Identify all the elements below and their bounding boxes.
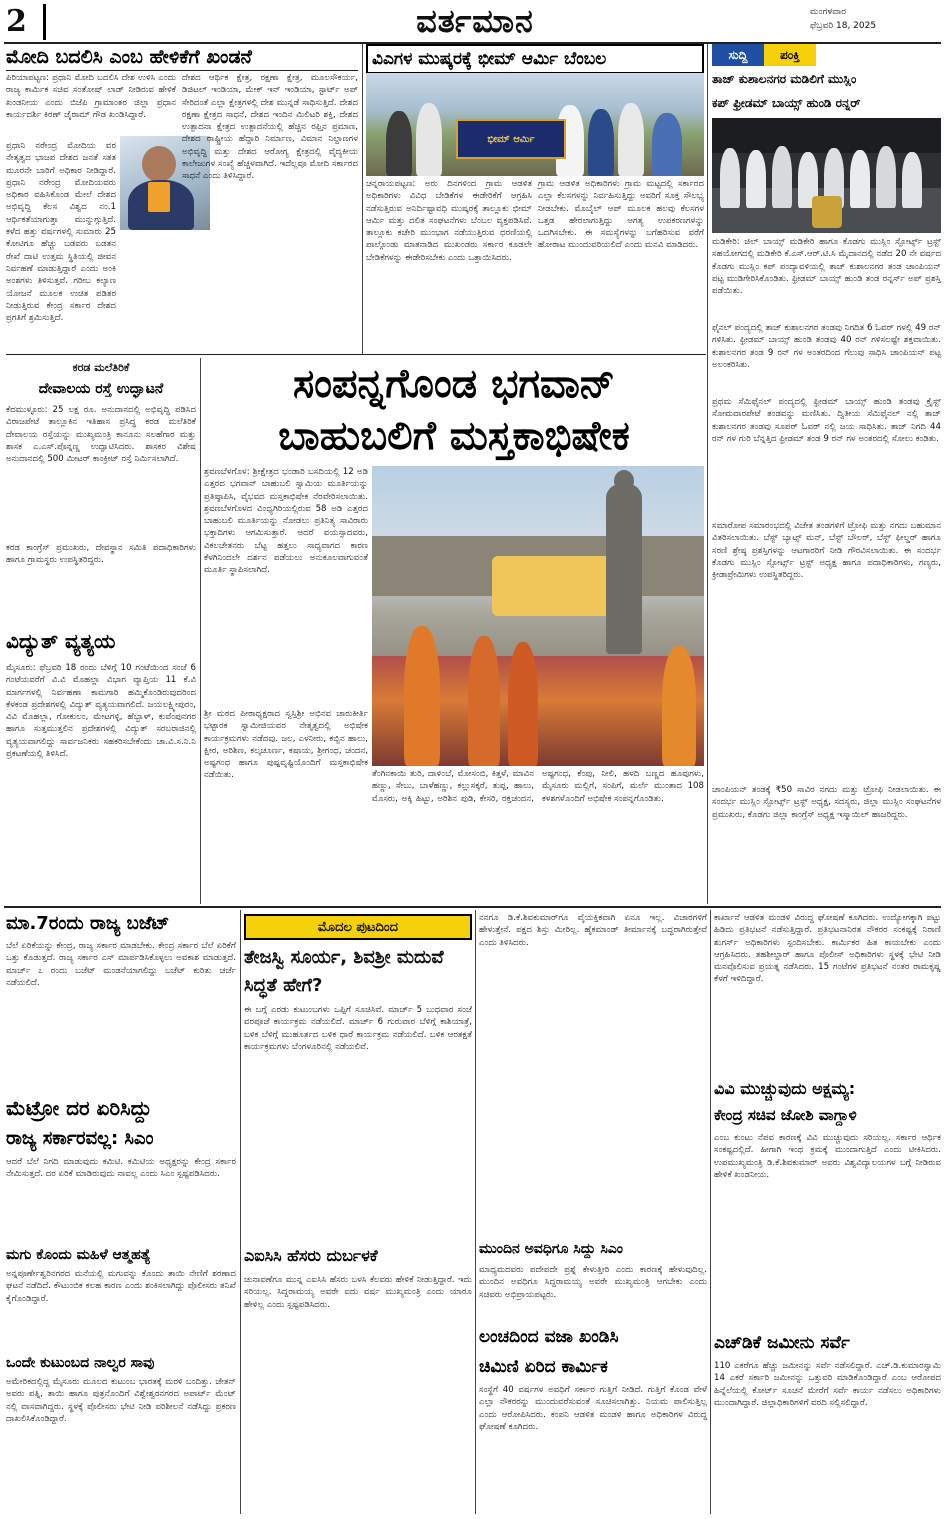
suddi-label: ಸುದ್ದಿ [712, 44, 764, 66]
middle-section-rule [4, 906, 941, 908]
bottom4-headline: ವಿವಿ ಮುಚ್ಚುವುದು ಅಕ್ಷಮ್ಯ: [714, 1079, 856, 1098]
col3-headline-line1: ತಾಜ್ ಕುಶಾಲನಗರ ಮಡಿಲಿಗೆ ಮುಸ್ಲಿಂ [712, 72, 857, 86]
col1-lead-divider [200, 358, 201, 904]
bahubali-photo [372, 466, 704, 766]
bottom1-headline2: ಮೆಟ್ರೋ ದರ ಏರಿಸಿದ್ದು [6, 1096, 152, 1120]
col1-top-para1: ಪಿರಿಯಾಪಟ್ಟಣ: ಪ್ರಧಾನಿ ಮೋದಿ ಬದಲಿಸಿ ದೇಶ ಉಳಿಸಿ ಎಂದು ರಾಜ್ಯ ಕಾರ್ಮಿಕ ಸಚಿವ ಸಂತೋಷ್ ಲಾಡ್ ನೀಡಿರುವ ಹೇಳಿಕೆ ಖಂಡನೀಯ ಎಂದು ಬಿಜೆಪಿ ಗ್ರಾಮಾಂತರ ಜಿಲ್ಲಾ ಪ್ರಧಾನ ಕಾರ್ಯದರ್ಶಿ ಕಿರಣ್ ಜೈರಾಮ್ ಗೌಡ ಖಂಡಿಸಿದ್ದಾರೆ. [6, 73, 176, 120]
col1-mid-para3: ಮೈಸೂರು: ಫೆಬ್ರವರಿ 18 ರಂದು ಬೆಳಿಗ್ಗೆ 10 ಗಂಟೆಯಿಂದ ಸಂಜೆ 6 ಗಂಟೆಯವರೆಗೆ ವಿ.ವಿ ಮೊಹಲ್ಲಾ ವಿಭಾಗ ವ್ಯಾಪ್ತಿಯ 11 ಕೆ.ವಿ ಮಾರ್ಗಗಳಲ್ಲಿ ನಿರ್ವಹಣಾ ಕಾಮಗಾರಿ ಹಮ್ಮಿಕೊಂಡಿರುವುದರಿಂದ ಕೆಳಕಂಡ ಪ್ರದೇಶಗಳಲ್ಲಿ ವಿದ್ಯುತ್ ವ್ಯತ್ಯಯವಾಗಲಿದೆ. ಜಯಲಕ್ಷ್ಮೀಪುರಂ, ವಿವಿ ಮೊಹಲ್ಲಾ, ಗೋಕುಲಂ, ಮೇಟಗಳ್ಳಿ, ಹೆಬ್ಬಾಳ್, ಕುವೆಂಪುನಗರ ಹಾಗೂ ಸುತ್ತಮುತ್ತಲಿನ ಪ್ರದೇಶಗಳಲ್ಲಿ ವಿದ್ಯುತ್ ಸರಬರಾಜಿನಲ್ಲಿ ವ್ಯತ್ಯಯವಾಗಲಿದ್ದು ಸಾರ್ವಜನಿಕರು ಸಹಕರಿಸಬೇಕೆಂದು ಚಾ.ವಿ.ಸ.ನಿ.ನಿ ಪ್ರಕಟಣೆಯಲ್ಲಿ ತಿಳಿಸಿದೆ. [6, 663, 196, 760]
front-page-label: ಮೊದಲ ಪುಟದಿಂದ [244, 914, 472, 940]
col1-mid-para2: ಕರಡ ಕಾಂಗ್ರೆಸ್ ಪ್ರಮುಖರು, ದೇವಸ್ಥಾನ ಸಮಿತಿ ಪದಾಧಿಕಾರಿಗಳು ಹಾಗೂ ಗ್ರಾಮಸ್ಥರು ಉಪಸ್ಥಿತರಿದ್ದರು. [6, 543, 196, 566]
bottom-col2-divider [475, 910, 476, 1514]
bottom2-headline2: ಎಐಸಿಸಿ ಹೆಸರು ದುರ್ಬಳಕೆ [244, 1246, 378, 1265]
lead-headline-line2: ಬಾಹುಬಲಿಗೆ ಮಸ್ತಕಾಭಿಷೇಕ [278, 413, 630, 459]
col1-top-para2: ಪ್ರಧಾನಿ ನರೇಂದ್ರ ಮೋದಿಯ ವರ ನೇತೃತ್ವದ ಭಾಜಪ ದೇಶದ ಜನತೆ ಸತತ ಮೂರನೇ ಬಾರಿಗೆ ಅಧಿಕಾರ ನೀಡಿದ್ದಾರೆ. ಪ್ರಧಾನಿ ನರೇಂದ್ರ ಮೋದಿಯವರು ಅಧಿಕಾರ ವಹಿಸಿಕೊಂಡ ಮೇಲೆ ದೇಶದ ಅಭಿವೃದ್ಧಿ ಕೆಲಸ ವಿಶ್ವದ ನಂ.1 ಆರ್ಥಿಕತೆಯಾಗುತ್ತಾ ಮುನ್ನುಗ್ಗುತ್ತಿದೆ. ಕಳೆದ ಹತ್ತು ವರ್ಷಗಳಲ್ಲಿ ಸುಮಾರು 25 ಕೋಟಿಗೂ ಹೆಚ್ಚು ಬಡವರು ಬಡತನ ರೇಖೆ ದಾಟಿ ಉತ್ತಮ ಸ್ಥಿತಿಯಲ್ಲಿ ಜೀವನ ನಿರ್ವಹಣೆ ಮಾಡುತ್ತಿದ್ದಾರೆ ಎಂದು ಅಂಕಿ ಅಂಶಗಳು ತಿಳಿಸುತ್ತವೆ. ಗರೀಬ ಕಲ್ಯಾಣ ಯೋಜನೆ ಮೂಲಕ ಉಚಿತ ಪಡಿತರ ನೀಡುತ್ತಿರುವ ಕೇಂದ್ರ ಸರ್ಕಾರ ದೇಶದ ಪ್ರಗತಿಗೆ ಶ್ರಮಿಸುತ್ತಿದೆ. [6, 141, 116, 324]
col1-top-para3: ದೇಶದ ಆರ್ಥಿಕ ಕ್ಷೇತ್ರ, ರಕ್ಷಣಾ ಕ್ಷೇತ್ರ, ಮೂಲಸೌಕರ್ಯ, ಡಿಜಿಟಲ್ ಇಂಡಿಯಾ, ಮೇಕ್ ಇನ್ ಇಂಡಿಯಾ, ಸ್ಟಾರ್ಟ್ ಅಪ್ ಸೇರಿದಂತೆ ಎಲ್ಲಾ ಕ್ಷೇತ್ರಗಳಲ್ಲಿ ದೇಶ ಮುನ್ನಡೆ ಸಾಧಿಸುತ್ತಿದೆ. ದೇಶದ ರಕ್ಷಣಾ ಕ್ಷೇತ್ರದ ಸಾಧನೆ, ದೇಶದ ಇಂದಿನ ಮಿಲಿಟರಿ ಶಕ್ತಿ, ದೇಶದ ಉತ್ಪಾದನಾ ಕ್ಷೇತ್ರದ ಉತ್ಪಾದನೆಯಲ್ಲಿ ಹೆಚ್ಚಿನ ರಫ್ತಿನ ಪ್ರಮಾಣ, ದೇಶದ ರಾಷ್ಟ್ರೀಯ ಹೆದ್ದಾರಿ ನಿರ್ಮಾಣ, ವಿಮಾನ ನಿಲ್ದಾಣಗಳ ಅಭಿವೃದ್ಧಿ ಮತ್ತು ದೇಶದ ಆರೋಗ್ಯ ಕ್ಷೇತ್ರದಲ್ಲಿ ವೈದ್ಯಕೀಯ ಕಾಲೇಜುಗಳ ಸಂಖ್ಯೆ ಹೆಚ್ಚಳವಾಗಿದೆ. ಇದೆಲ್ಲವೂ ಮೋದಿ ಸರ್ಕಾರದ ಸಾಧನೆ ಎಂದು ತಿಳಿಸಿದ್ದಾರೆ. [182, 73, 358, 182]
lead-para1: ಶ್ರವಣಬೆಳಗೊಳ: ಶ್ರೀಕ್ಷೇತ್ರದ ಭಂಡಾರಿ ಬಸದಿಯಲ್ಲಿ 12 ಅಡಿ ಎತ್ತರದ ಭಗವಾನ್ ಬಾಹುಬಲಿ ಸ್ವಾಮಿಯ ಮೂರ್ತಿಯನ್ನು ಪ್ರತಿಷ್ಠಾಪಿಸಿ, ವೈಭವದ ಮಸ್ತಕಾಭಿಷೇಕ ನೆರವೇರಿಸಲಾಯಿತು. ಶ್ರವಣಬೆಳಗೊಳದ ವಿಂಧ್ಯಗಿರಿಯಲ್ಲಿರುವ 58 ಅಡಿ ಎತ್ತರದ ಬಾಹುಬಲಿ ಮೂರ್ತಿಯನ್ನು ನೋಡಲು ಪ್ರತಿನಿತ್ಯ ಸಾವಿರಾರು ಭಕ್ತಾದಿಗಳು ಆಗಮಿಸುತ್ತಾರೆ. ಆದರೆ ವಯಸ್ಸಾದವರು, ವಿಕಲಚೇತನರು ಬೆಟ್ಟ ಹತ್ತಲು ಸಾಧ್ಯವಾಗದ ಕಾರಣ ಕೆಳಗಿನಿಂದಲೇ ದರ್ಶನ ಪಡೆಯಲು ಅನುಕೂಲವಾಗುವಂತೆ ಮೂರ್ತಿ ಸ್ಥಾಪಿಸಲಾಗಿದೆ. [204, 467, 368, 576]
bottom3-para1: ನನಗೂ ಡಿ.ಕೆ.ಶಿವಕುಮಾರ್‌ಗೂ ವೈಯಕ್ತಿಕವಾಗಿ ಏನೂ ಇಲ್ಲ. ವಿಚಾರಗಳಿಗೆ ಹೇಳುತ್ತೇನೆ. ಪಕ್ಷದ ಶಿಸ್ತು ಮೀರಿಲ್ಲ. ಹೈಕಮಾಂಡ್ ತೀರ್ಮಾನಕ್ಕೆ ಬದ್ಧರಾಗಿರುತ್ತೇವೆ ಎಂದು ತಿಳಿಸಿದರು. [479, 913, 707, 948]
bottom1-para2: ಆದರೆ ಬೆಲೆ ನಿಗದಿ ಮಾಡುವುದು ಕಮಿಟಿ. ಕಮಿಟಿಯ ಅಧ್ಯಕ್ಷರನ್ನು ಕೇಂದ್ರ ಸರ್ಕಾರ ನೇಮಿಸುತ್ತದೆ. ದರ ಏರಿಕೆ ಮಾಡಿರುವುದು ನಾವಲ್ಲ ಎಂದು ಸಿಎಂ ಸ್ಪಷ್ಟಪಡಿಸಿದರು. [6, 1157, 236, 1180]
bottom3-headline: ಮುಂದಿನ ಅವಧಿಗೂ ಸಿದ್ದು ಸಿಎಂ [479, 1241, 624, 1257]
col2-top-para2: ಗ್ರಾಮ ಆಡಳಿತ ಅಧಿಕಾರಿಗಳು ಗ್ರಾಮ ಮಟ್ಟದಲ್ಲಿ ಸರ್ಕಾರದ ಎಲ್ಲಾ ಕೆಲಸಗಳನ್ನು ನಿರ್ವಹಿಸುತ್ತಿದ್ದು ಅವರಿಗೆ ಸೂಕ್ತ ಸೌಲಭ್ಯ ನೀಡಬೇಕು. ಮೊಬೈಲ್ ಆಪ್ ಮೂಲಕ ಹಲವು ಕೆಲಸಗಳ ಒತ್ತಡ ಹೇರಲಾಗುತ್ತಿದ್ದು ಅಗತ್ಯ ಉಪಕರಣಗಳನ್ನು ಒದಗಿಸಬೇಕು. ಈ ಸಮಸ್ಯೆಗಳನ್ನು ಬಗೆಹರಿಸುವ ವರೆಗೆ ಹೋರಾಟ ಮುಂದುವರಿಯಲಿದೆ ಎಂದು ಮನವಿ ಮಾಡಿದರು. [538, 179, 704, 251]
col1-headline-rule [6, 70, 358, 71]
bottom4-headline3: ಎಚ್‌ಡಿಕೆ ಜಮೀನು ಸರ್ವೆ [714, 1333, 850, 1353]
bottom3-headline3: ಚಿಮಿಣಿ ಏರಿದ ಕಾರ್ಮಿಕ [479, 1357, 608, 1377]
col3-para3: ಪ್ರಥಮ ಸೆಮಿಫೈನಲ್ ಪಂದ್ಯದಲ್ಲಿ ಫ್ರೀಡಮ್ ಬಾಯ್ಸ್ ಹುಂಡಿ ತಂಡವು ಕ್ರೈಸ್ಟ್ ಸೋಮವಾರಪೇಟೆ ತಂಡವನ್ನು ಮಣಿಸಿತು. ದ್ವಿತೀಯ ಸೆಮಿಫೈನಲ್ ನಲ್ಲಿ ತಾಜ್ ಕುಶಾಲನಗರ ತಂಡವು ಸೂಪರ್ ಓವರ್ ನಲ್ಲಿ ಜಯ ಸಾಧಿಸಿತು. ತಾಜ್ ನಿಗದಿ 44 ರನ್ ಗಳ ಗುರಿ ಬೆನ್ನತ್ತಿದ ಫ್ರೀಡಮ್ ತಂಡ 9 ರನ್ ಗಳ ಅಂತರದಲ್ಲಿ ಸೋಲು ಕಂಡಿತು. [712, 397, 941, 444]
bottom2-para1: ಈ ಬಗ್ಗೆ ಎರಡು ಕುಟುಂಬಗಳು ಒಪ್ಪಿಗೆ ಸೂಚಿಸಿವೆ. ಮಾರ್ಚ್ 5 ಬುಧವಾರ ಸಂಜೆ ವರಪೂಜೆ ಕಾರ್ಯಕ್ರಮ ನಡೆಯಲಿದೆ. ಮಾರ್ಚ್ 6 ಗುರುವಾರ ಬೆಳಿಗ್ಗೆ ಕಾಶಿಯಾತ್ರೆ, ಬಳಿಕ ಬೆಳಿಗ್ಗೆ ಮುಹೂರ್ತದ ಬಳಿಕ ಧಾರೆ ಕಾರ್ಯಕ್ರಮ ನಡೆಯಲಿದೆ. ಬಳಿಕ ಆರತಕ್ಷತೆ ಕಾರ್ಯಕ್ರಮಗಳು ಬೆಂಗಳೂರಿನಲ್ಲಿ ನಡೆಯಲಿವೆ. [244, 1005, 472, 1052]
bottom3-headline2: ಲಂಚದಿಂದ ವಜಾ ಖಂಡಿಸಿ [479, 1327, 619, 1347]
page-number: 2 [6, 4, 46, 40]
col2-col3-divider [707, 44, 708, 904]
masthead-date: ಫೆಬ್ರವರಿ 18, 2025 [810, 21, 877, 31]
bottom1-para1: ಬೆಲೆ ಏರಿಕೆಯನ್ನು ಕೇಂದ್ರ, ರಾಜ್ಯ ಸರ್ಕಾರ ಮಾಡಬೇಕು. ಕೇಂದ್ರ ಸರ್ಕಾರ ಬೆಲೆ ಏರಿಕೆಗೆ ಒತ್ತು ಕೊಡುತ್ತದೆ. ರಾಜ್ಯ ಸರ್ಕಾರ ಎಸ್ ಮಾರ್ಪಡಿಸಿಕೊಳ್ಳಲು ಅವಕಾಶ ಮಾಡುತ್ತದೆ. ಮಾರ್ಚ್ ೭ ರಂದು ಬಜೆಟ್ ಮಂಡನೆಯಾಗಲಿದ್ದು ಬಜೆಟ್ ಕುರಿತು ಚರ್ಚೆ ನಡೆಯಲಿದೆ. [6, 941, 236, 988]
bottom1-para4: ಅಮೇರಿಕದಲ್ಲಿದ್ದ ಮೈಸೂರು ಮೂಲದ ಕುಟುಂಬ ಭಾರತಕ್ಕೆ ಮರಳಿ ಬಂದಿತ್ತು. ಚೇತನ್ ಅವರು ಪತ್ನಿ, ತಾಯಿ ಹಾಗೂ ಪುತ್ರನೊಂದಿಗೆ ವಿಶ್ವೇಶ್ವರನಗರದ ಅಪಾರ್ಟ್ ಮೆಂಟ್ ನಲ್ಲಿ ವಾಸವಾಗಿದ್ದರು. ಸ್ಥಳಕ್ಕೆ ಪೊಲೀಸರು ಭೇಟಿ ನೀಡಿ ಪರಿಶೀಲನೆ ನಡೆಸಿದ್ದು ಪ್ರಕರಣ ದಾಖಲಿಸಿಕೊಂಡಿದ್ದಾರೆ. [6, 1377, 236, 1424]
col1-col2-divider [362, 44, 363, 354]
pankti-label: ಪಂಕ್ತಿ [764, 44, 816, 66]
bottom2-para2: ಚುನಾವಣೆಗೂ ಮುನ್ನ ಎಐಸಿಸಿ ಹೆಸರು ಬಳಸಿ ಕೆಲವರು ಹೇಳಿಕೆ ನೀಡುತ್ತಿದ್ದಾರೆ. ಇದು ಸರಿಯಲ್ಲ. ಸಿದ್ದರಾಮಯ್ಯ ಅವರೇ ಐದು ವರ್ಷ ಮುಖ್ಯಮಂತ್ರಿ ಎಂದು ಯಾರೂ ಹೇಳಿಲ್ಲ ಎಂದು ಸ್ಪಷ್ಟಪಡಿಸಿದರು. [244, 1275, 472, 1310]
protest-banner-text: ಭೀಮ್ ಆರ್ಮಿ [487, 133, 535, 145]
bottom4-headline2: ಕೇಂದ್ರ ಸಚಿವ ಜೋಶಿ ವಾಗ್ದಾಳಿ [714, 1106, 857, 1124]
masthead-day: ಮಂಗಳವಾರ [810, 7, 847, 17]
protest-photo [366, 73, 704, 176]
col3-headline-line2: ಕಪ್ ಫ್ರೀಡಮ್ ಬಾಯ್ಸ್ ಹುಂಡಿ ರನ್ನರ್ [712, 96, 861, 110]
col1-mid-headline: ದೇವಾಲಯ ರಸ್ತೆ ಉದ್ಘಾಟನೆ [38, 381, 164, 397]
col3-bottom-snippet: ಚಾಂಪಿಯನ್ ತಂಡಕ್ಕೆ ₹50 ಸಾವಿರ ನಗದು ಮತ್ತು ಟ್ರೋಫಿ ನೀಡಲಾಯಿತು. ಈ ಸಂದರ್ಭ ಮುಸ್ಲಿಂ ಸ್ಪೋರ್ಟ್ಸ್ ಟ್ರಸ್ಟ್ ಅಧ್ಯಕ್ಷ, ಸದಸ್ಯರು, ಜಿಲ್ಲಾ ಮುಸ್ಲಿಂ ಸಂಘಟನೆಗಳ ಪ್ರಮುಖರು, ಕೊಡಗು ಜಿಲ್ಲಾ ಕಾಂಗ್ರೆಸ್ ಅಧ್ಯಕ್ಷ ಇಸ್ಮಾಯಿಲ್ ಹಾಜರಿದ್ದರು. [712, 785, 941, 820]
bottom1-headline3: ರಾಜ್ಯ ಸರ್ಕಾರವಲ್ಲ: ಸಿಎಂ [6, 1128, 154, 1149]
lead-headline-line1: ಸಂಪನ್ನಗೊಂಡ ಭಗವಾನ್ [292, 361, 616, 407]
bottom1-headline: ಮಾ.7ರಂದು ರಾಜ್ಯ ಬಜೆಟ್ [6, 913, 170, 934]
col1-mid-kicker: ಕರಡ ಮಲೆತಿರಿಕೆ [72, 361, 130, 374]
col1-mid-headline2: ವಿದ್ಯುತ್ ವ್ಯತ್ಯಯ [6, 629, 116, 653]
col3-para4: ಸಮಾರೋಪ ಸಮಾರಂಭದಲ್ಲಿ ವಿಜೇತ ತಂಡಗಳಿಗೆ ಟ್ರೋಫಿ ಮತ್ತು ನಗದು ಬಹುಮಾನ ವಿತರಿಸಲಾಯಿತು. ಬೆಸ್ಟ್ ಬ್ಯಾಟ್ಸ್ ಮನ್, ಬೆಸ್ಟ್ ಬೌಲರ್, ಬೆಸ್ಟ್ ಫೀಲ್ಡರ್ ಹಾಗೂ ಸರಣಿ ಶ್ರೇಷ್ಠ ಪ್ರಶಸ್ತಿಗಳನ್ನು ಆಟಗಾರರಿಗೆ ನೀಡಿ ಗೌರವಿಸಲಾಯಿತು. ಈ ಸಂದರ್ಭ ಕೊಡಗು ಮುಸ್ಲಿಂ ಸ್ಪೋರ್ಟ್ಸ್ ಟ್ರಸ್ಟ್ ಅಧ್ಯಕ್ಷ ಹಾಗೂ ಪದಾಧಿಕಾರಿಗಳು, ಗಣ್ಯರು, ಕ್ರೀಡಾಪ್ರೇಮಿಗಳು ಉಪಸ್ಥಿತರಿದ್ದರು. [712, 521, 941, 581]
col1-top-headline: ಮೋದಿ ಬದಲಿಸಿ ಎಂಬ ಹೇಳಿಕೆಗೆ ಖಂಡನೆ [6, 46, 252, 68]
col2-top-para1: ಚನ್ನರಾಯಪಟ್ಟಣ: ಅರು ದಿನಗಳಿಂದ ಗ್ರಾಮ ಆಡಳಿತ ಅಧಿಕಾರಿಗಳು ವಿವಿಧ ಬೇಡಿಕೆಗಳ ಈಡೇರಿಕೆಗೆ ಆಗ್ರಹಿಸಿ ನಡೆಸುತ್ತಿರುವ ಅನಿರ್ದಿಷ್ಟಾವಧಿ ಮುಷ್ಕರಕ್ಕೆ ತಾಲ್ಲೂಕು ಭೀಮ್ ಆರ್ಮಿ ಮತ್ತು ದಲಿತ ಸಂಘಟನೆಗಳು ಬೆಂಬಲ ವ್ಯಕ್ತಪಡಿಸಿವೆ. ತಾಲ್ಲೂಕು ಕಚೇರಿ ಮುಂಭಾಗ ನಡೆಯುತ್ತಿರುವ ಧರಣಿಯಲ್ಲಿ ಪಾಲ್ಗೊಂಡು ಮಾತನಾಡಿದ ಮುಖಂಡರು ಸರ್ಕಾರ ಕೂಡಲೇ ಬೇಡಿಕೆಗಳನ್ನು ಈಡೇರಿಸಬೇಕು ಎಂದು ಒತ್ತಾಯಿಸಿದರು. [366, 179, 532, 263]
bottom-col3-divider [710, 910, 711, 1514]
bottom4-para2: ಎಂಬ ಕುಂಟು ನೆಪವ ಕಾರಣಕ್ಕೆ ವಿವಿ ಮುಚ್ಚುವುದು ಸರಿಯಲ್ಲ. ಸರ್ಕಾರ ಆರ್ಥಿಕ ಸಂಕಷ್ಟದಲ್ಲಿದೆ. ಹೀಗಾಗಿ ಇಂಥ ಕ್ರಮಕ್ಕೆ ಮುಂದಾಗುತ್ತಿದೆ ಎಂದು ಟೀಕಿಸಿದರು. ಉಪಮುಖ್ಯಮಂತ್ರಿ ಡಿ.ಕೆ.ಶಿವಕುಮಾರ್ ಅವರು ವಿಶ್ವವಿದ್ಯಾಲಯಗಳ ಬಗ್ಗೆ ನೀಡಿರುವ ಹೇಳಿಕೆ ಖಂಡನೀಯ. [714, 1133, 941, 1180]
bottom4-para3: 110 ಎಕರೆಗೂ ಹೆಚ್ಚು ಜಮೀನನ್ನು ಸರ್ವೆ ನಡೆಸಲಿದ್ದಾರೆ. ಎಚ್.ಡಿ.ಕುಮಾರಸ್ವಾಮಿ 14 ಎಕರೆ ಸರ್ಕಾರಿ ಜಮೀನನ್ನು ಒತ್ತುವರಿ ಮಾಡಿಕೊಂಡಿದ್ದಾರೆ ಎಂಬ ಆರೋಪದ ಹಿನ್ನೆಲೆಯಲ್ಲಿ ಕೋರ್ಟ್ ಸೂಚನೆ ಮೇರೆಗೆ ಸರ್ವೆ ಕಾರ್ಯ ನಡೆಸಲು ಅಧಿಕಾರಿಗಳು ಮುಂದಾಗಿದ್ದಾರೆ. ಜಿಲ್ಲಾಧಿಕಾರಿಗಳಿಗೆ ವರದಿ ಸಲ್ಲಿಸಲಿದ್ದಾರೆ. [714, 1361, 941, 1408]
col2-top-headline: ವಿಎಗಳ ಮುಷ್ಕರಕ್ಕೆ ಭೀಮ್ ಆರ್ಮಿ ಬೆಂಬಲ [366, 44, 704, 74]
bottom3-para2: ಮಾಧ್ಯಮದವರು ಪದೇಪದೇ ಪ್ರಶ್ನೆ ಕೇಳುತ್ತೀರಿ ಎಂದು ಕಾರಣಕ್ಕೆ ಹೇಳುವುದಿಲ್ಲ. ಮುಂದಿನ ಅವಧಿಗೂ ಸಿದ್ದರಾಮಯ್ಯ ಅವರೇ ಮುಖ್ಯಮಂತ್ರಿ ಆಗಬೇಕು ಎಂದು ಸಚಿವರು ಅಭಿಪ್ರಾಯಪಟ್ಟರು. [479, 1265, 707, 1300]
masthead-title: ವರ್ತಮಾನ [416, 2, 534, 40]
col3-para1: ಮಡಿಕೇರಿ: ಚಿಲ್ ಬಾಯ್ಸ್ ಮಡಿಕೇರಿ ಹಾಗೂ ಕೊಡಗು ಮುಸ್ಲಿಂ ಸ್ಪೋರ್ಟ್ಸ್ ಟ್ರಸ್ಟ್ ಸಹಯೋಗದಲ್ಲಿ ಮಡಿಕೇರಿ ಕೆ.ಎಸ್.ಆರ್.ಟಿ.ಸಿ ಮೈದಾನದಲ್ಲಿ ನಡೆದ 20 ನೇ ವರ್ಷದ ಕೊಡಗು ಮುಸ್ಲಿಂ ಕಪ್ ಪಂದ್ಯಾವಳಿಯಲ್ಲಿ ತಾಜ್ ಕುಶಾಲನಗರ ತಂಡ ಚಾಂಪಿಯನ್ ಪಟ್ಟ ಮುಡಿಗೇರಿಸಿಕೊಂಡಿತು. ಫ್ರೀಡಮ್ ಬಾಯ್ಸ್ ಹುಂಡಿ ತಂಡ ರನ್ನರ್ಸ್ ಅಪ್ ಪ್ರಶಸ್ತಿ ಪಡೆಯಿತು. [712, 237, 941, 297]
col1-mid-para1: ಕೆದಮುಳ್ಳೂರು: 25 ಲಕ್ಷ ರೂ. ಅನುದಾನದಲ್ಲಿ ಅಭಿವೃದ್ಧಿ ಪಡಿಸಿದ ವಿರಾಜಪೇಟೆ ತಾಲ್ಲೂಕಿನ ಇತಿಹಾಸ ಪ್ರಸಿದ್ಧ ಕರಡ ಮಲೆತಿರಿಕೆ ದೇವಾಲಯ ರಸ್ತೆಯನ್ನು ಮುಖ್ಯಮಂತ್ರಿ ಕಾನೂನು ಸಲಹೆಗಾರ ಮತ್ತು ಶಾಸಕ ಎ.ಎಸ್.ಪೊನ್ನಣ್ಣ ಉದ್ಘಾಟಿಸಿದರು. ಶಾಸಕರ ವಿಶೇಷ ಅನುದಾನದಲ್ಲಿ 500 ಮೀಟರ್ ಕಾಂಕ್ರೀಟ್ ರಸ್ತೆ ನಿರ್ಮಿಸಲಾಗಿದೆ. [6, 405, 196, 465]
bottom1-headline4: ಮಗು ಕೊಂದು ಮಹಿಳೆ ಆತ್ಮಹತ್ಯೆ [6, 1247, 151, 1263]
col1-top-para2b [6, 238, 176, 348]
col3-para2: ಫೈನಲ್ ಪಂದ್ಯದಲ್ಲಿ ತಾಜ್ ಕುಶಾಲನಗರ ತಂಡವು ನಿಗದಿತ 6 ಓವರ್ ಗಳಲ್ಲಿ 49 ರನ್ ಗಳಿಸಿತು. ಫ್ರೀಡಮ್ ಬಾಯ್ಸ್ ಹುಂಡಿ ತಂಡವು 40 ರನ್ ಗಳಿಸಲಷ್ಟೇ ಶಕ್ತವಾಯಿತು. ಕುಶಾಲನಗರ ತಂಡ 9 ರನ್ ಗಳ ಅಂತರದಿಂದ ಗೆಲುವು ಸಾಧಿಸಿ ಚಾಂಪಿಯನ್ ಪಟ್ಟ ಅಲಂಕರಿಸಿತು. [712, 323, 941, 370]
bottom2-headline: ತೇಜಸ್ವಿ ಸೂರ್ಯ, ಶಿವಶ್ರೀ ಮದುವೆ ಸಿದ್ಧತೆ ಹೇಗೆ? [244, 947, 444, 996]
bottom-col1-divider [240, 910, 241, 1514]
bottom3-para3: ಸಂಸ್ಥೆಗೆ 40 ವರ್ಷಗಳ ಅವಧಿಗೆ ಸರ್ಕಾರ ಗುತ್ತಿಗೆ ನೀಡಿದೆ. ಗುತ್ತಿಗೆ ಕೊಂಡ ವೇಳೆ ಎಲ್ಲಾ ನೌಕರರನ್ನು ಮುಂದುವರೆಸುವಂತೆ ಸೂಚಿಸಲಾಗಿತ್ತು. ನಿಯಮ ಪಾಲಿಸುತ್ತಿಲ್ಲ ಎಂದು ಆರೋಪಿಸಿದರು. ಕಂಪನಿ ಆಡಳಿತ ಮಂಡಳಿ ಹಾಗೂ ಅಧಿಕಾರಿಗಳ ವಿರುದ್ಧ ಘೋಷಣೆ ಕೂಗಿದರು. [479, 1385, 707, 1432]
bottom1-headline5: ಒಂದೇ ಕುಟುಂಬದ ನಾಲ್ವರ ಸಾವು [6, 1355, 155, 1371]
lead-caption: ತೆಂಗಿನಕಾಯಿ ತುರಿ, ದಾಳಿಂಬೆ, ಮೋಸಂಬಿ, ಕಿತ್ತಳೆ, ಮಾವಿನ ಹಣ್ಣು, ಸೇಬು, ಬಾಳೆಹಣ್ಣು, ಕಲ್ಲುಸಕ್ಕರೆ, ತುಪ್ಪ, ಹಾಲು, ಮೊಸರು, ಅಕ್ಕಿ ಹಿಟ್ಟು, ಅರಿಶಿನ ಪುಡಿ, ಕೇಸರಿ, ರಕ್ತಚಂದನ, ಅಷ್ಟಗಂಧ, ಕೆಂಪು, ನೀಲಿ, ಹಳದಿ ಬಣ್ಣದ ಹೂವುಗಳು, ಮೈಸೂರು ಮಲ್ಲಿಗೆ, ಸಂಪಿಗೆ, ಮರ್ಲೆ ಮುಂತಾದ 108 ಕಳಶಗಳೊಂದಿಗೆ ಅಭಿಷೇಕ ಸಂಪನ್ನಗೊಂಡಿತು. [372, 769, 704, 804]
bottom1-para3: ಅನ್ನಪೂರ್ಣೇಶ್ವರಿನಗರದ ಮನೆಯಲ್ಲಿ ಮಗುವನ್ನು ಕೊಂದು ತಾಯಿ ನೇಣಿಗೆ ಶರಣಾದ ಘಟನೆ ನಡೆದಿದೆ. ಕೌಟುಂಬಿಕ ಕಲಹ ಕಾರಣ ಎಂದು ಶಂಕಿಸಲಾಗಿದ್ದು ಪೊಲೀಸರು ತನಿಖೆ ಕೈಗೊಂಡಿದ್ದಾರೆ. [6, 1269, 236, 1304]
lead-para2: ಶ್ರೀ ಮಠದ ಪೀಠಾಧ್ಯಕ್ಷರಾದ ಸ್ವಸ್ತಿಶ್ರೀ ಅಭಿನವ ಚಾರುಕೀರ್ತಿ ಭಟ್ಟಾರಕ ಸ್ವಾಮೀಜಿಯವರ ನೇತೃತ್ವದಲ್ಲಿ ಅಭಿಷೇಕ ಕಾರ್ಯಕ್ರಮಗಳು ನಡೆದವು. ಜಲ, ಎಳನೀರು, ಕಬ್ಬಿನ ಹಾಲು, ಕ್ಷೀರ, ಅರಿಶಿಣ, ಕಲ್ಕಚೂರ್ಣ, ಕಷಾಯ, ಶ್ರೀಗಂಧ, ಚಂದನ, ಅಷ್ಟಗಂಧ ಹಾಗೂ ಪುಷ್ಪವೃಷ್ಟಿಯೊಂದಿಗೆ ಮಸ್ತಕಾಭಿಷೇಕ ನಡೆಯಿತು. [204, 709, 368, 781]
cricket-team-photo [712, 118, 941, 233]
bottom4-para1: ಕಾರ್ಖಾನೆ ಆಡಳಿತ ಮಂಡಳಿ ವಿರುದ್ಧ ಘೋಷಣೆ ಕೂಗಿದರು. ಉದ್ಯೋಗಕ್ಕಾಗಿ ಪಟ್ಟು ಹಿಡಿದು ಪ್ರತಿಭಟನೆ ನಡೆಸುತ್ತಿದ್ದಾರೆ. ಪ್ರತಿಭಟನಾನಿರತ ನೌಕರರ ಸಂಕಷ್ಟಕ್ಕೆ ನಿರಾಣಿ ಶುಗರ್ಸ್ ಅಧಿಕಾರಿಗಳು ಸ್ಪಂದಿಸಬೇಕು. ಕಾರ್ಮಿಕರ ಹಿತ ಕಾಯಬೇಕು ಎಂದು ಆಗ್ರಹಿಸಿದರು. ತಹಶೀಲ್ದಾರ್ ಹಾಗೂ ಪೊಲೀಸ್ ಅಧಿಕಾರಿಗಳು ಸ್ಥಳಕ್ಕೆ ಭೇಟಿ ನೀಡಿ ಮನವೊಲಿಸುವ ಪ್ರಯತ್ನ ನಡೆಸಿದರು. 15 ಗಂಟೆಗಳ ಪ್ರತಿಭಟನೆ ನಂತರ ರಾಮಕೃಷ್ಣ ಕೆಳಗೆ ಇಳಿದಿದ್ದಾರೆ. [714, 913, 941, 985]
top-section-rule [6, 354, 706, 355]
